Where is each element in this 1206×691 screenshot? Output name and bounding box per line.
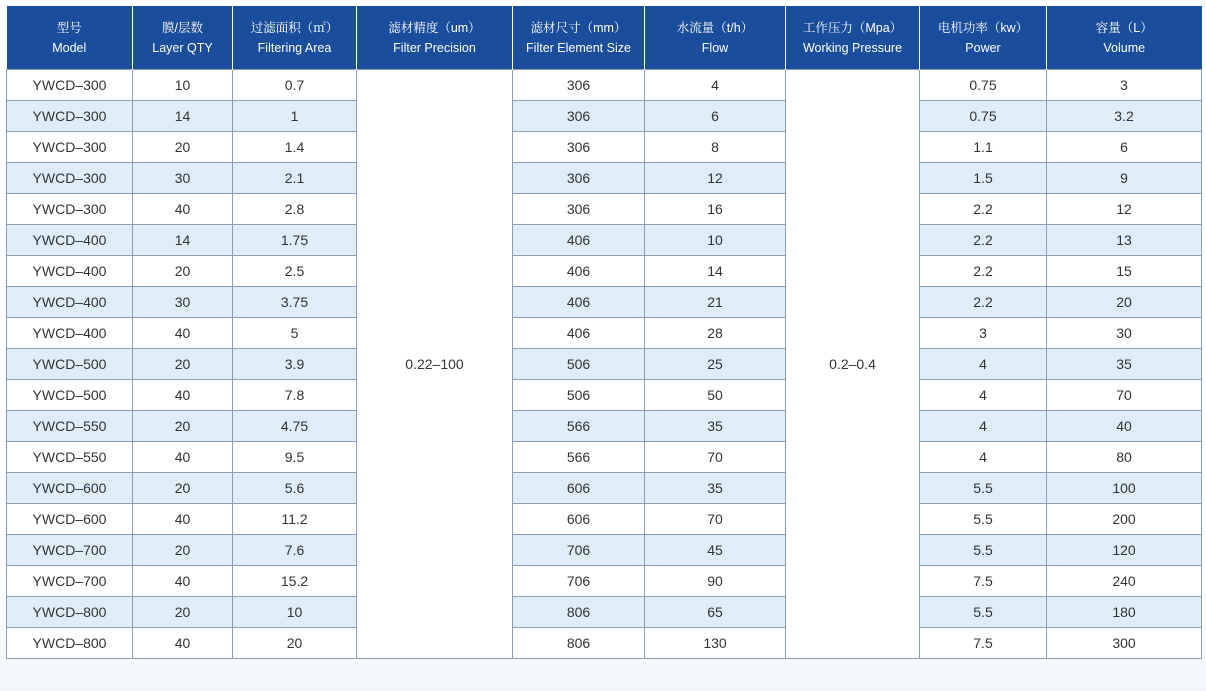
- flow-cell: 50: [645, 380, 786, 411]
- power-cell: 5.5: [920, 597, 1047, 628]
- layer-qty-cell: 20: [133, 411, 233, 442]
- filtering-area-cell: 3.9: [233, 349, 357, 380]
- header-flow: 水流量（t/h） Flow: [645, 6, 786, 70]
- filtering-area-cell: 3.75: [233, 287, 357, 318]
- volume-cell: 240: [1047, 566, 1202, 597]
- table-header: [7, 6, 1202, 70]
- model-cell: YWCD–500: [7, 349, 133, 380]
- table-row: [7, 132, 1202, 163]
- header-filtering-area: 过滤面积（㎡） Filtering Area: [233, 6, 357, 70]
- table-row: [7, 256, 1202, 287]
- header-filter-precision: 滤材精度（um） Filter Precision: [357, 6, 513, 70]
- power-cell: 3: [920, 318, 1047, 349]
- volume-cell: 9: [1047, 163, 1202, 194]
- volume-cell: 3: [1047, 70, 1202, 101]
- volume-cell: 20: [1047, 287, 1202, 318]
- flow-cell: 90: [645, 566, 786, 597]
- layer-qty-cell: 14: [133, 101, 233, 132]
- filtering-area-cell: 5.6: [233, 473, 357, 504]
- filtering-area-cell: 7.8: [233, 380, 357, 411]
- flow-cell: 8: [645, 132, 786, 163]
- filtering-area-cell: 1: [233, 101, 357, 132]
- layer-qty-cell: 40: [133, 194, 233, 225]
- flow-cell: 10: [645, 225, 786, 256]
- model-cell: YWCD–300: [7, 194, 133, 225]
- flow-cell: 14: [645, 256, 786, 287]
- header-filter-element-size: 滤材尺寸（mm） Filter Element Size: [513, 6, 645, 70]
- layer-qty-cell: 40: [133, 504, 233, 535]
- filter-size-cell: 606: [513, 504, 645, 535]
- flow-cell: 35: [645, 473, 786, 504]
- power-cell: 4: [920, 442, 1047, 473]
- filter-size-cell: 606: [513, 473, 645, 504]
- model-cell: YWCD–400: [7, 287, 133, 318]
- power-cell: 2.2: [920, 256, 1047, 287]
- layer-qty-cell: 30: [133, 163, 233, 194]
- model-cell: YWCD–400: [7, 256, 133, 287]
- table-row: [7, 163, 1202, 194]
- header-row: [7, 6, 1202, 70]
- volume-cell: 35: [1047, 349, 1202, 380]
- table-row: [7, 628, 1202, 659]
- model-cell: YWCD–400: [7, 225, 133, 256]
- model-cell: YWCD–550: [7, 411, 133, 442]
- volume-cell: 180: [1047, 597, 1202, 628]
- power-cell: 5.5: [920, 473, 1047, 504]
- volume-cell: 80: [1047, 442, 1202, 473]
- volume-cell: 6: [1047, 132, 1202, 163]
- filter-size-cell: 506: [513, 349, 645, 380]
- filtering-area-cell: 5: [233, 318, 357, 349]
- power-cell: 1.5: [920, 163, 1047, 194]
- volume-cell: 15: [1047, 256, 1202, 287]
- filtering-area-cell: 15.2: [233, 566, 357, 597]
- flow-cell: 6: [645, 101, 786, 132]
- volume-cell: 3.2: [1047, 101, 1202, 132]
- filter-size-cell: 506: [513, 380, 645, 411]
- model-cell: YWCD–600: [7, 473, 133, 504]
- power-cell: 7.5: [920, 628, 1047, 659]
- filtering-area-cell: 10: [233, 597, 357, 628]
- power-cell: 7.5: [920, 566, 1047, 597]
- layer-qty-cell: 20: [133, 349, 233, 380]
- table-row: [7, 194, 1202, 225]
- filter-size-cell: 566: [513, 442, 645, 473]
- model-cell: YWCD–700: [7, 566, 133, 597]
- filter-size-cell: 306: [513, 101, 645, 132]
- filtering-area-cell: 11.2: [233, 504, 357, 535]
- model-cell: YWCD–300: [7, 70, 133, 101]
- power-cell: 4: [920, 349, 1047, 380]
- layer-qty-cell: 20: [133, 256, 233, 287]
- filtering-area-cell: 2.1: [233, 163, 357, 194]
- model-cell: YWCD–300: [7, 163, 133, 194]
- flow-cell: 21: [645, 287, 786, 318]
- volume-cell: 120: [1047, 535, 1202, 566]
- model-cell: YWCD–550: [7, 442, 133, 473]
- working-pressure-cell: 0.2–0.4: [786, 70, 920, 659]
- filtering-area-cell: 1.4: [233, 132, 357, 163]
- model-cell: YWCD–600: [7, 504, 133, 535]
- layer-qty-cell: 40: [133, 566, 233, 597]
- volume-cell: 30: [1047, 318, 1202, 349]
- flow-cell: 16: [645, 194, 786, 225]
- filter-size-cell: 706: [513, 535, 645, 566]
- table-row: [7, 535, 1202, 566]
- table-row: [7, 318, 1202, 349]
- model-cell: YWCD–400: [7, 318, 133, 349]
- power-cell: 4: [920, 380, 1047, 411]
- header-working-pressure: 工作压力（Mpa） Working Pressure: [786, 6, 920, 70]
- flow-cell: 65: [645, 597, 786, 628]
- table-row: [7, 349, 1202, 380]
- flow-cell: 25: [645, 349, 786, 380]
- filtering-area-cell: 2.8: [233, 194, 357, 225]
- volume-cell: 12: [1047, 194, 1202, 225]
- filter-size-cell: 306: [513, 163, 645, 194]
- filter-size-cell: 706: [513, 566, 645, 597]
- flow-cell: 28: [645, 318, 786, 349]
- power-cell: 2.2: [920, 194, 1047, 225]
- model-cell: YWCD–700: [7, 535, 133, 566]
- table-row: [7, 504, 1202, 535]
- layer-qty-cell: 10: [133, 70, 233, 101]
- layer-qty-cell: 30: [133, 287, 233, 318]
- filter-size-cell: 306: [513, 132, 645, 163]
- volume-cell: 13: [1047, 225, 1202, 256]
- layer-qty-cell: 20: [133, 132, 233, 163]
- flow-cell: 130: [645, 628, 786, 659]
- layer-qty-cell: 40: [133, 442, 233, 473]
- table-row: [7, 566, 1202, 597]
- filtering-area-cell: 4.75: [233, 411, 357, 442]
- table-body: [7, 70, 1202, 659]
- filter-size-cell: 406: [513, 256, 645, 287]
- flow-cell: 70: [645, 442, 786, 473]
- header-power: 电机功率（kw） Power: [920, 6, 1047, 70]
- filter-size-cell: 406: [513, 318, 645, 349]
- table-row: [7, 225, 1202, 256]
- layer-qty-cell: 40: [133, 380, 233, 411]
- header-layer-qty: 膜/层数 Layer QTY: [133, 6, 233, 70]
- spec-table: [6, 6, 1202, 659]
- model-cell: YWCD–500: [7, 380, 133, 411]
- table-row: [7, 411, 1202, 442]
- table-row: [7, 287, 1202, 318]
- filtering-area-cell: 20: [233, 628, 357, 659]
- filter-size-cell: 306: [513, 194, 645, 225]
- layer-qty-cell: 20: [133, 535, 233, 566]
- flow-cell: 70: [645, 504, 786, 535]
- power-cell: 4: [920, 411, 1047, 442]
- table-row: [7, 380, 1202, 411]
- header-model: 型号 Model: [7, 6, 133, 70]
- table-row: [7, 101, 1202, 132]
- filter-size-cell: 806: [513, 628, 645, 659]
- flow-cell: 35: [645, 411, 786, 442]
- flow-cell: 12: [645, 163, 786, 194]
- volume-cell: 100: [1047, 473, 1202, 504]
- layer-qty-cell: 40: [133, 628, 233, 659]
- power-cell: 2.2: [920, 225, 1047, 256]
- filtering-area-cell: 2.5: [233, 256, 357, 287]
- filtering-area-cell: 1.75: [233, 225, 357, 256]
- header-volume: 容量（L） Volume: [1047, 6, 1202, 70]
- filtering-area-cell: 7.6: [233, 535, 357, 566]
- model-cell: YWCD–800: [7, 597, 133, 628]
- flow-cell: 4: [645, 70, 786, 101]
- filter-size-cell: 566: [513, 411, 645, 442]
- filter-size-cell: 806: [513, 597, 645, 628]
- power-cell: 5.5: [920, 535, 1047, 566]
- power-cell: 1.1: [920, 132, 1047, 163]
- model-cell: YWCD–300: [7, 132, 133, 163]
- layer-qty-cell: 20: [133, 473, 233, 504]
- filtering-area-cell: 9.5: [233, 442, 357, 473]
- power-cell: 2.2: [920, 287, 1047, 318]
- model-cell: YWCD–800: [7, 628, 133, 659]
- volume-cell: 70: [1047, 380, 1202, 411]
- volume-cell: 200: [1047, 504, 1202, 535]
- power-cell: 5.5: [920, 504, 1047, 535]
- volume-cell: 300: [1047, 628, 1202, 659]
- table-row: [7, 70, 1202, 101]
- power-cell: 0.75: [920, 101, 1047, 132]
- model-cell: YWCD–300: [7, 101, 133, 132]
- filter-precision-cell: 0.22–100: [357, 70, 513, 659]
- flow-cell: 45: [645, 535, 786, 566]
- layer-qty-cell: 40: [133, 318, 233, 349]
- table-row: [7, 597, 1202, 628]
- layer-qty-cell: 14: [133, 225, 233, 256]
- table-row: [7, 473, 1202, 504]
- layer-qty-cell: 20: [133, 597, 233, 628]
- filter-size-cell: 406: [513, 287, 645, 318]
- filtering-area-cell: 0.7: [233, 70, 357, 101]
- power-cell: 0.75: [920, 70, 1047, 101]
- table-row: [7, 442, 1202, 473]
- filter-size-cell: 406: [513, 225, 645, 256]
- filter-size-cell: 306: [513, 70, 645, 101]
- volume-cell: 40: [1047, 411, 1202, 442]
